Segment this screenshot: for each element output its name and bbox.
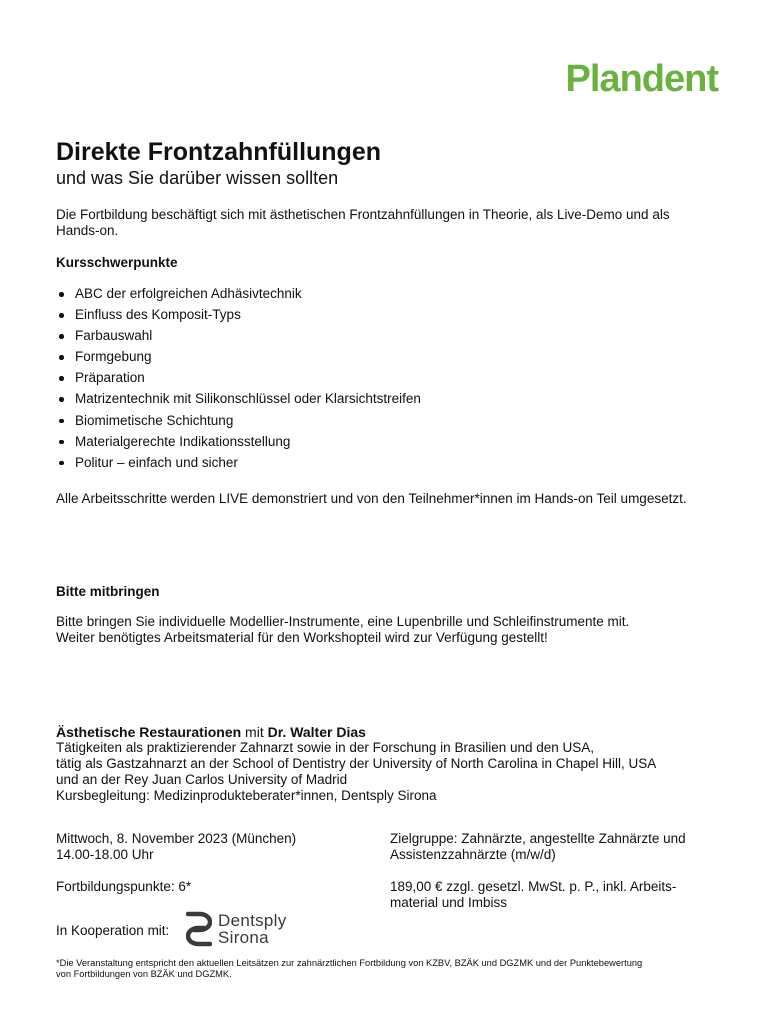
intro-text: Die Fortbildung beschäftigt sich mit ästhetischen Frontzahnfüllungen in Theorie, als Live-Demo und als Hands-on. — [56, 207, 670, 238]
event-date: Mittwoch, 8. November 2023 (München) — [56, 831, 297, 846]
bring-heading: Bitte mitbringen — [56, 584, 160, 599]
bring-line: Bitte bringen Sie individuelle Modellier-Instrumente, eine Lupenbrille und Schleifinstrumente mit. — [56, 614, 630, 629]
event-time: 14.00-18.00 Uhr — [56, 847, 154, 862]
page-subtitle: und was Sie darüber wissen sollten — [56, 168, 339, 188]
plandent-logo: Plandent — [565, 58, 718, 100]
focus-heading: Kursschwerpunkte — [56, 255, 178, 270]
list-item: Einfluss des Komposit-Typs — [56, 307, 421, 328]
bring-text — [56, 614, 716, 646]
target-group-line: Zielgruppe: Zahnärzte, angestellte Zahnärzte und — [390, 831, 686, 846]
dentsply-sirona-logo — [186, 911, 287, 947]
list-item: Präparation — [56, 370, 421, 391]
training-points: Fortbildungspunkte: 6* — [56, 879, 192, 894]
speaker-bio-line: tätig als Gastzahnarzt an der School of Dentistry der University of North Carolina in Chapel Hill, USA — [56, 756, 657, 771]
dentsply-mark-icon — [186, 911, 212, 947]
speaker-bio-line: Tätigkeiten als praktizierender Zahnarzt sowie in der Forschung in Brasilien und den USA, — [56, 740, 595, 755]
focus-list — [56, 286, 421, 476]
cooperation-label: In Kooperation mit: — [56, 923, 170, 938]
price-block — [390, 879, 720, 911]
target-group-block — [390, 831, 720, 863]
sirona-word: Sirona — [218, 928, 269, 947]
event-date-block — [56, 831, 356, 863]
dentsply-word: Dentsply — [218, 911, 287, 930]
list-item: Formgebung — [56, 349, 421, 370]
footnote-line: von Fortbildungen von BZÄK und DGZMK. — [56, 969, 232, 979]
speaker-connector: mit — [241, 724, 268, 740]
footnote-line: *Die Veranstaltung entspricht den aktuellen Leitsätzen zur zahnärztlichen Fortbildung von KZBV, BZÄK und DGZMK und der Punktebewertung — [56, 958, 643, 968]
bring-line: Weiter benötigtes Arbeitsmaterial für den Workshopteil wird zur Verfügung gestellt! — [56, 630, 548, 645]
speaker-name: Dr. Walter Dias — [267, 724, 366, 740]
list-item: Materialgerechte Indikationsstellung — [56, 434, 421, 455]
target-group-line: Assistenzzahnärzte (m/w/d) — [390, 847, 556, 862]
speaker-section — [56, 724, 736, 804]
price-line: 189,00 € zzgl. gesetzl. MwSt. p. P., inkl. Arbeits- — [390, 879, 677, 894]
list-item: ABC der erfolgreichen Adhäsivtechnik — [56, 286, 421, 307]
demo-note: Alle Arbeitsschritte werden LIVE demonstriert und von den Teilnehmer*innen im Hands-on Teil umgesetzt. — [56, 491, 687, 506]
dentsply-wordmark — [218, 912, 287, 946]
footnote — [56, 958, 726, 980]
page-title: Direkte Frontzahnfüllungen — [56, 138, 381, 166]
speaker-bio-line: und an der Rey Juan Carlos University of Madrid — [56, 772, 348, 787]
speaker-bio-line: Kursbegleitung: Medizinprodukteberater*innen, Dentsply Sirona — [56, 788, 437, 803]
list-item: Biomimetische Schichtung — [56, 413, 421, 434]
list-item: Farbauswahl — [56, 328, 421, 349]
list-item: Matrizentechnik mit Silikonschlüssel oder Klarsichtstreifen — [56, 391, 421, 412]
list-item: Politur – einfach und sicher — [56, 455, 421, 476]
price-line: material und Imbiss — [390, 895, 508, 910]
speaker-topic: Ästhetische Restaurationen — [56, 724, 242, 740]
speaker-heading — [56, 724, 736, 740]
